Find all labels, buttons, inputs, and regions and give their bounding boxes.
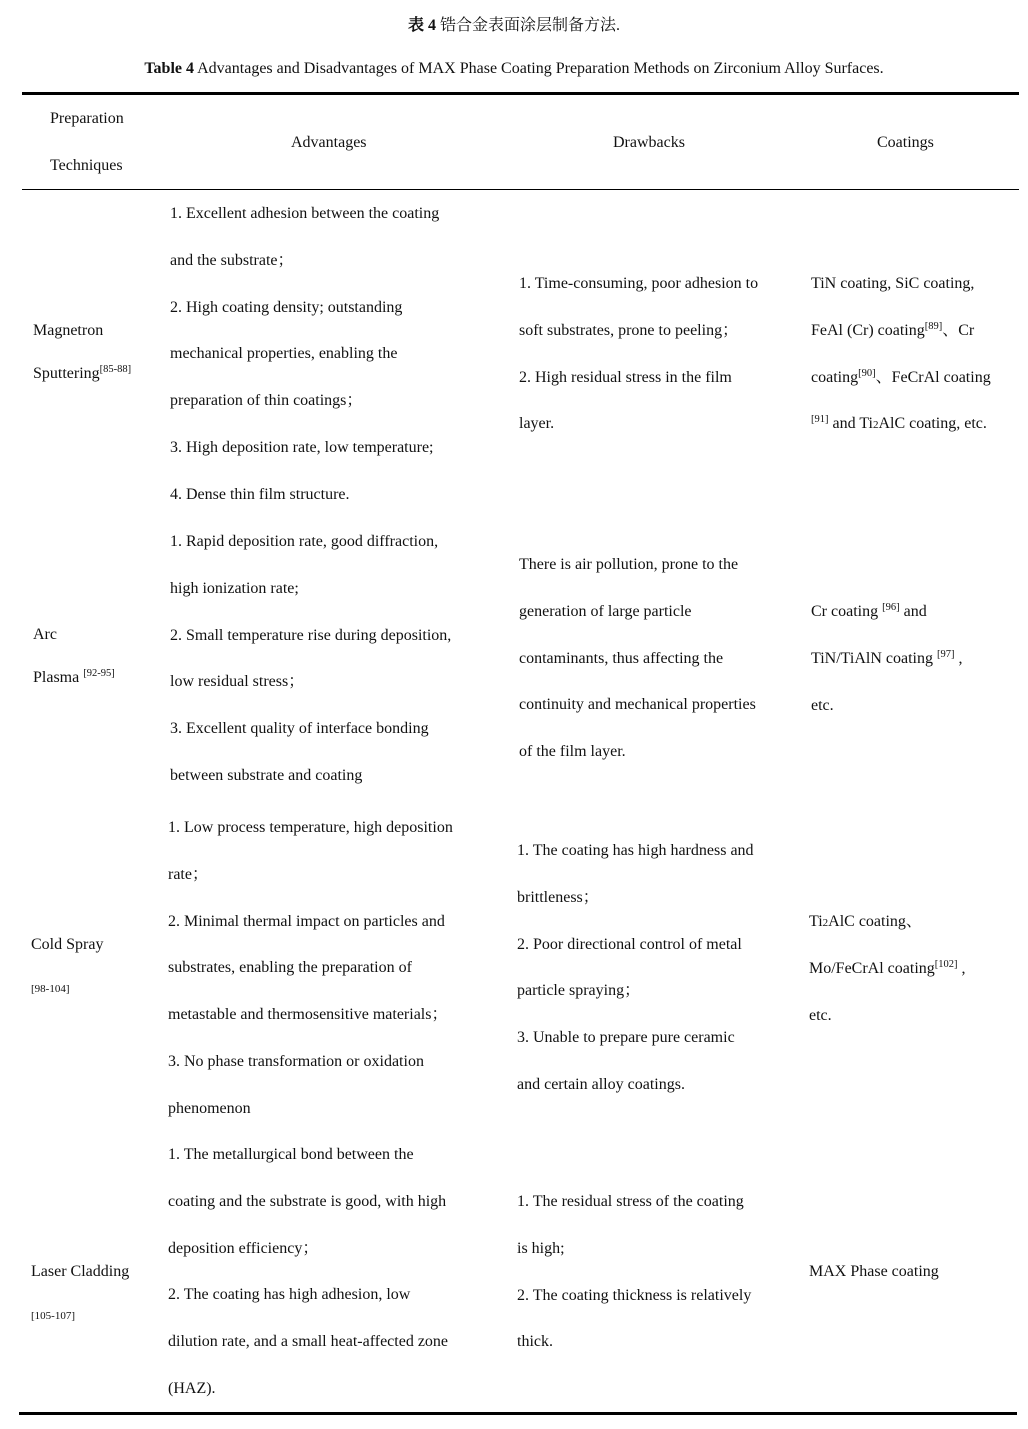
cell-coatings-line: [809, 1006, 832, 1026]
text: phenomenon: [168, 1099, 251, 1117]
cell-advantages-line: [168, 912, 445, 932]
cell-drawbacks-line: [519, 414, 554, 434]
text: Mo/FeCrAl coating: [809, 959, 935, 977]
cell-drawbacks-line: [519, 742, 626, 762]
caption-text: Advantages and Disadvantages of MAX Phase Coating Preparation Methods on Zirconium Alloy Surfaces.: [194, 60, 884, 77]
text: There is air pollution, prone to the: [519, 556, 739, 573]
text: Cold Spray: [31, 936, 104, 953]
cell-advantages-line: [170, 391, 362, 411]
cell-advantages-line: [168, 1005, 447, 1025]
text: 1. Rapid deposition rate, good diffraction,: [170, 533, 439, 550]
cell-advantages-line: [168, 1332, 448, 1352]
text: layer.: [519, 415, 555, 433]
cell-drawbacks-line: [519, 602, 692, 622]
text: mechanical properties, enabling the: [170, 345, 398, 363]
cell-advantages-line: [168, 1145, 414, 1165]
text: and certain alloy coatings.: [517, 1076, 685, 1093]
cell-drawbacks-line: [519, 649, 723, 669]
cell-advantages-line: [168, 1099, 251, 1119]
text: and the substrate；: [170, 251, 294, 269]
text: ,: [957, 959, 966, 977]
text: 3. Excellent quality of interface bonding: [170, 720, 429, 738]
text: FeAl (Cr) coating: [811, 321, 925, 339]
cell-drawbacks-line: [517, 981, 640, 1001]
cell-drawbacks-line: [517, 841, 754, 861]
text: 1. Time-consuming, poor adhesion to: [519, 275, 759, 292]
text: 3. High deposition rate, low temperature;: [170, 439, 434, 456]
cell-drawbacks-line: [517, 888, 599, 908]
cell-drawbacks-line: [519, 555, 738, 575]
text: and: [899, 603, 927, 620]
cell-advantages-line: [170, 766, 362, 786]
cell-advantages-line: [170, 344, 397, 364]
text: deposition efficiency；: [168, 1239, 319, 1257]
cell-drawbacks-line: [517, 1028, 735, 1048]
text: preparation of thin coatings；: [170, 392, 363, 410]
header-drawbacks: Drawbacks: [613, 134, 685, 151]
text: TiN coating, SiC coating,: [811, 275, 975, 292]
text: MAX Phase coating: [809, 1263, 939, 1280]
text: 4. Dense thin film structure.: [170, 485, 350, 503]
text: between substrate and coating: [170, 767, 363, 784]
cell-drawbacks-line: [519, 274, 758, 294]
text: rate；: [168, 865, 208, 883]
cell-drawbacks-line: [517, 1192, 744, 1212]
cell-drawbacks-line: [519, 321, 738, 341]
text: metastable and thermosensitive materials；: [168, 1006, 448, 1024]
text: 2. Poor directional control of metal: [517, 935, 742, 953]
cell-advantages-line: [170, 298, 402, 318]
cell-advantages-line: [170, 532, 438, 552]
text: high ionization rate;: [170, 579, 299, 597]
text: generation of large particle: [519, 602, 692, 620]
citation: [85-88]: [99, 364, 132, 375]
cell-advantages-line: [168, 958, 412, 978]
text: of the film layer.: [519, 743, 626, 761]
text: 1. Low process temperature, high deposition: [168, 819, 453, 836]
cell-advantages-line: [168, 1379, 216, 1399]
cell-advantages-line: [170, 626, 451, 646]
cell-coatings-line: [811, 649, 962, 669]
text: dilution rate, and a small heat-affected zone: [168, 1333, 449, 1351]
citation: [89]: [924, 320, 943, 332]
cell-technique-line: [31, 1305, 75, 1326]
text: 3. No phase transformation or oxidation: [168, 1053, 424, 1070]
citation: [105-107]: [31, 1310, 75, 1322]
cell-advantages-line: [168, 1239, 318, 1259]
text: 2. Minimal thermal impact on particles and: [168, 912, 445, 930]
cell-advantages-line: [168, 1192, 446, 1212]
cell-advantages-line: [170, 719, 429, 739]
text: 、FeCrAl coating: [875, 368, 991, 386]
cell-coatings-line: [811, 274, 974, 294]
text: is high;: [517, 1239, 565, 1257]
cell-drawbacks-line: [519, 695, 756, 715]
text: substrates, enabling the preparation of: [168, 959, 412, 977]
caption-english: [0, 60, 1028, 78]
header-coatings: Coatings: [877, 134, 934, 151]
cell-technique-line: [33, 625, 57, 645]
text: contaminants, thus affecting the: [519, 649, 724, 667]
cell-advantages-line: [170, 672, 304, 692]
text: particle spraying；: [517, 982, 641, 1000]
caption-label: 表 4: [407, 17, 436, 34]
cell-coatings-line: [811, 696, 834, 716]
text: low residual stress；: [170, 673, 305, 691]
text: Arc: [33, 626, 57, 643]
cell-coatings-line: [809, 959, 966, 979]
header-rule: [22, 189, 1019, 190]
text: 、Cr: [942, 321, 975, 339]
cell-drawbacks-line: [519, 368, 732, 388]
text: Sputtering: [33, 365, 100, 382]
citation: [96]: [882, 602, 900, 613]
subscript: 2: [822, 917, 829, 929]
text: Cr coating: [811, 603, 883, 620]
text: AlC coating, etc.: [878, 415, 987, 433]
caption-chinese: [0, 12, 1028, 35]
header-technique-line1: Preparation: [50, 110, 124, 127]
citation: [97]: [936, 648, 955, 660]
text: soft substrates, prone to peeling；: [519, 321, 739, 339]
text: Laser Cladding: [31, 1263, 130, 1280]
cell-coatings-line: [811, 414, 987, 434]
text: Ti: [809, 913, 823, 930]
text: thick.: [517, 1333, 553, 1351]
cell-technique-line: [31, 1262, 129, 1282]
cell-advantages-line: [170, 485, 350, 505]
text: 1. Excellent adhesion between the coating: [170, 205, 440, 222]
text: etc.: [809, 1006, 832, 1024]
cell-coatings-line: [809, 1262, 939, 1282]
cell-technique-line: [33, 668, 115, 688]
subscript: 2: [872, 419, 879, 432]
citation: [90]: [858, 367, 876, 379]
cell-advantages-line: [168, 1285, 410, 1305]
citation: [91]: [811, 414, 829, 426]
citation: [102]: [934, 958, 958, 970]
cell-coatings-line: [809, 912, 922, 932]
cell-drawbacks-line: [517, 1286, 751, 1306]
text: and Ti: [828, 415, 873, 433]
cell-technique-line: [31, 935, 103, 955]
text: etc.: [811, 696, 834, 714]
cell-drawbacks-line: [517, 1239, 565, 1259]
header-advantages: Advantages: [291, 134, 367, 151]
text: TiN/TiAlN coating: [811, 649, 937, 667]
cell-advantages-line: [168, 865, 208, 885]
text: 2. High residual stress in the film: [519, 368, 732, 386]
text: 2. Small temperature rise during deposition,: [170, 626, 452, 644]
cell-advantages-line: [170, 579, 299, 599]
cell-advantages-line: [168, 1052, 424, 1072]
text: coating: [811, 368, 859, 386]
cell-coatings-line: [811, 368, 991, 388]
text: brittleness；: [517, 888, 599, 906]
header-technique-line2: Techniques: [50, 157, 123, 174]
citation: [98-104]: [31, 983, 70, 995]
cell-coatings-line: [811, 602, 927, 622]
cell-technique-line: [31, 978, 70, 999]
text: AlC coating、: [828, 913, 922, 930]
text: Magnetron: [33, 322, 104, 339]
cell-advantages-line: [170, 204, 439, 224]
cell-technique-line: [33, 364, 131, 384]
citation: [92-95]: [83, 668, 115, 679]
cell-advantages-line: [170, 438, 433, 458]
cell-technique-line: [33, 321, 103, 341]
cell-drawbacks-line: [517, 935, 742, 955]
text: (HAZ).: [168, 1380, 216, 1397]
text: 1. The coating has high hardness and: [517, 842, 754, 859]
text: 2. High coating density; outstanding: [170, 298, 403, 316]
bottom-rule: [19, 1412, 1017, 1415]
caption-text: 锆合金表面涂层制备方法.: [436, 17, 621, 34]
cell-drawbacks-line: [517, 1075, 685, 1095]
text: 2. The coating thickness is relatively: [517, 1286, 752, 1304]
caption-label: Table 4: [144, 60, 194, 77]
text: ,: [954, 649, 963, 667]
top-rule: [22, 92, 1019, 95]
text: Plasma: [33, 669, 84, 686]
cell-advantages-line: [170, 251, 294, 271]
text: 3. Unable to prepare pure ceramic: [517, 1029, 735, 1047]
cell-coatings-line: [811, 321, 974, 341]
text: continuity and mechanical properties: [519, 696, 756, 714]
text: 1. The residual stress of the coating: [517, 1193, 744, 1210]
text: coating and the substrate is good, with high: [168, 1192, 447, 1210]
text: 2. The coating has high adhesion, low: [168, 1286, 411, 1304]
text: 1. The metallurgical bond between the: [168, 1146, 414, 1163]
cell-advantages-line: [168, 818, 453, 838]
cell-drawbacks-line: [517, 1332, 553, 1352]
